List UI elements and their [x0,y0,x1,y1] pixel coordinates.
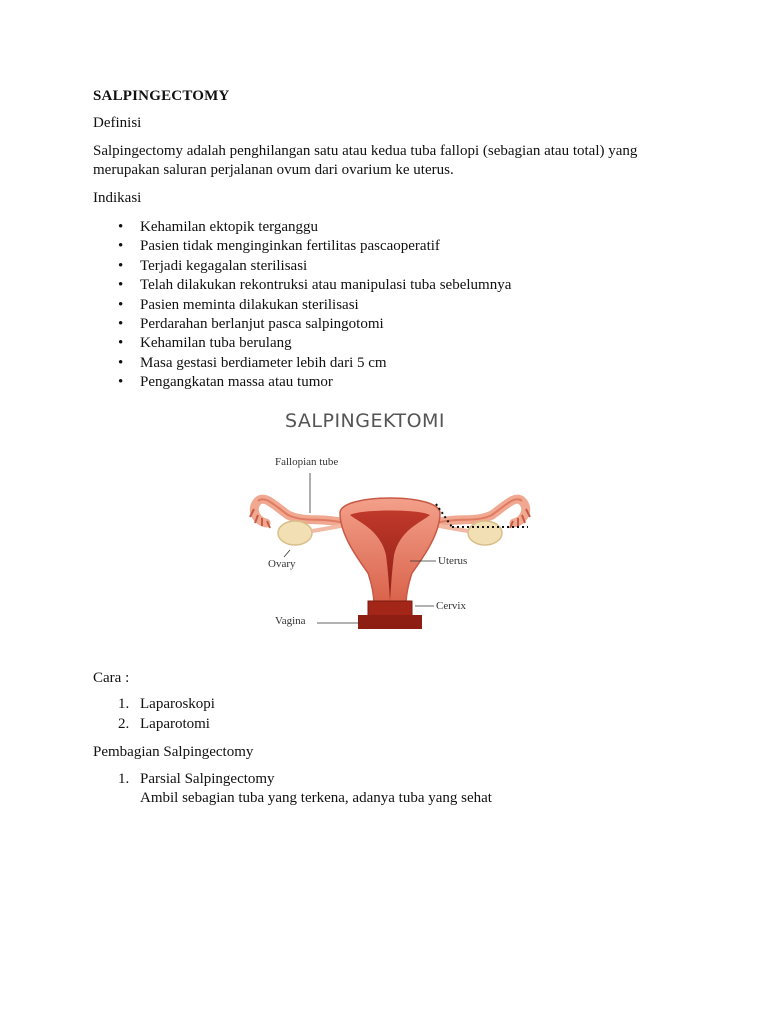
definisi-heading: Definisi [93,115,142,131]
list-item-text: Pasien tidak menginginkan fertilitas pascaoperatif [140,238,440,255]
list-item [118,770,492,808]
document-title: SALPINGECTOMY [93,88,230,104]
list-item-text: Laparotomi [140,716,210,732]
list-item-text: Laparoskopi [140,696,215,712]
label-cervix: Cervix [436,600,466,612]
label-vagina: Vagina [275,615,306,627]
label-fallopian-tube: Fallopian tube [275,456,339,468]
list-item-subtext: Ambil sebagian tuba yang terkena, adanya tuba yang sehat [140,790,492,806]
pembagian-heading: Pembagian Salpingectomy [93,744,254,760]
list-item [118,296,511,315]
bullet: • [118,374,124,391]
list-item-text: Perdarahan berlanjut pasca salpingotomi [140,315,384,332]
bullet: • [118,257,124,274]
vagina [358,615,422,629]
list-item [118,354,511,373]
list-item [118,276,511,295]
list-item [118,237,511,256]
list-number: 2. [118,716,130,732]
definisi-text-line-1: Salpingectomy adalah penghilangan satu atau kedua tuba fallopi (sebagian atau total) yang [93,143,638,159]
definisi-text-line-2: merupakan saluran perjalanan ovum dari ovarium ke uterus. [93,162,454,178]
list-item-text: Kehamilan tuba berulang [140,335,292,352]
figure-title: SALPINGEKTOMI [285,410,446,432]
list-item [118,218,511,237]
bullet: • [118,335,124,352]
indikasi-heading: Indikasi [93,190,142,206]
list-item [118,373,511,392]
salpingectomy-figure [240,405,540,645]
list-item-text: Kehamilan ektopik terganggu [140,219,319,235]
label-ovary: Ovary [268,558,296,570]
bullet: • [118,219,124,235]
bullet: • [118,238,124,255]
bullet: • [118,315,124,332]
list-number: 1. [118,696,130,712]
bullet: • [118,277,124,294]
list-item-text: Terjadi kegagalan sterilisasi [140,257,308,274]
list-item-text: Telah dilakukan rekontruksi atau manipulasi tuba sebelumnya [140,277,512,294]
label-uterus: Uterus [438,555,468,567]
list-item-text: Parsial Salpingectomy [140,771,275,787]
left-ovary [278,521,312,545]
list-item [118,715,215,735]
list-item-text: Masa gestasi berdiameter lebih dari 5 cm [140,354,387,371]
uterus-illustration [240,405,540,645]
list-item [118,334,511,353]
pembagian-list [118,770,492,808]
bullet: • [118,296,124,313]
list-item [118,695,215,715]
list-item-text: Pasien meminta dilakukan sterilisasi [140,296,359,313]
list-item-text: Pengangkatan massa atau tumor [140,374,333,391]
list-item [118,257,511,276]
list-number: 1. [118,771,130,787]
right-ovary [468,521,502,545]
cara-list [118,695,215,735]
cara-heading: Cara : [93,670,130,686]
indikasi-list [118,218,511,393]
list-item [118,315,511,334]
bullet: • [118,354,124,371]
